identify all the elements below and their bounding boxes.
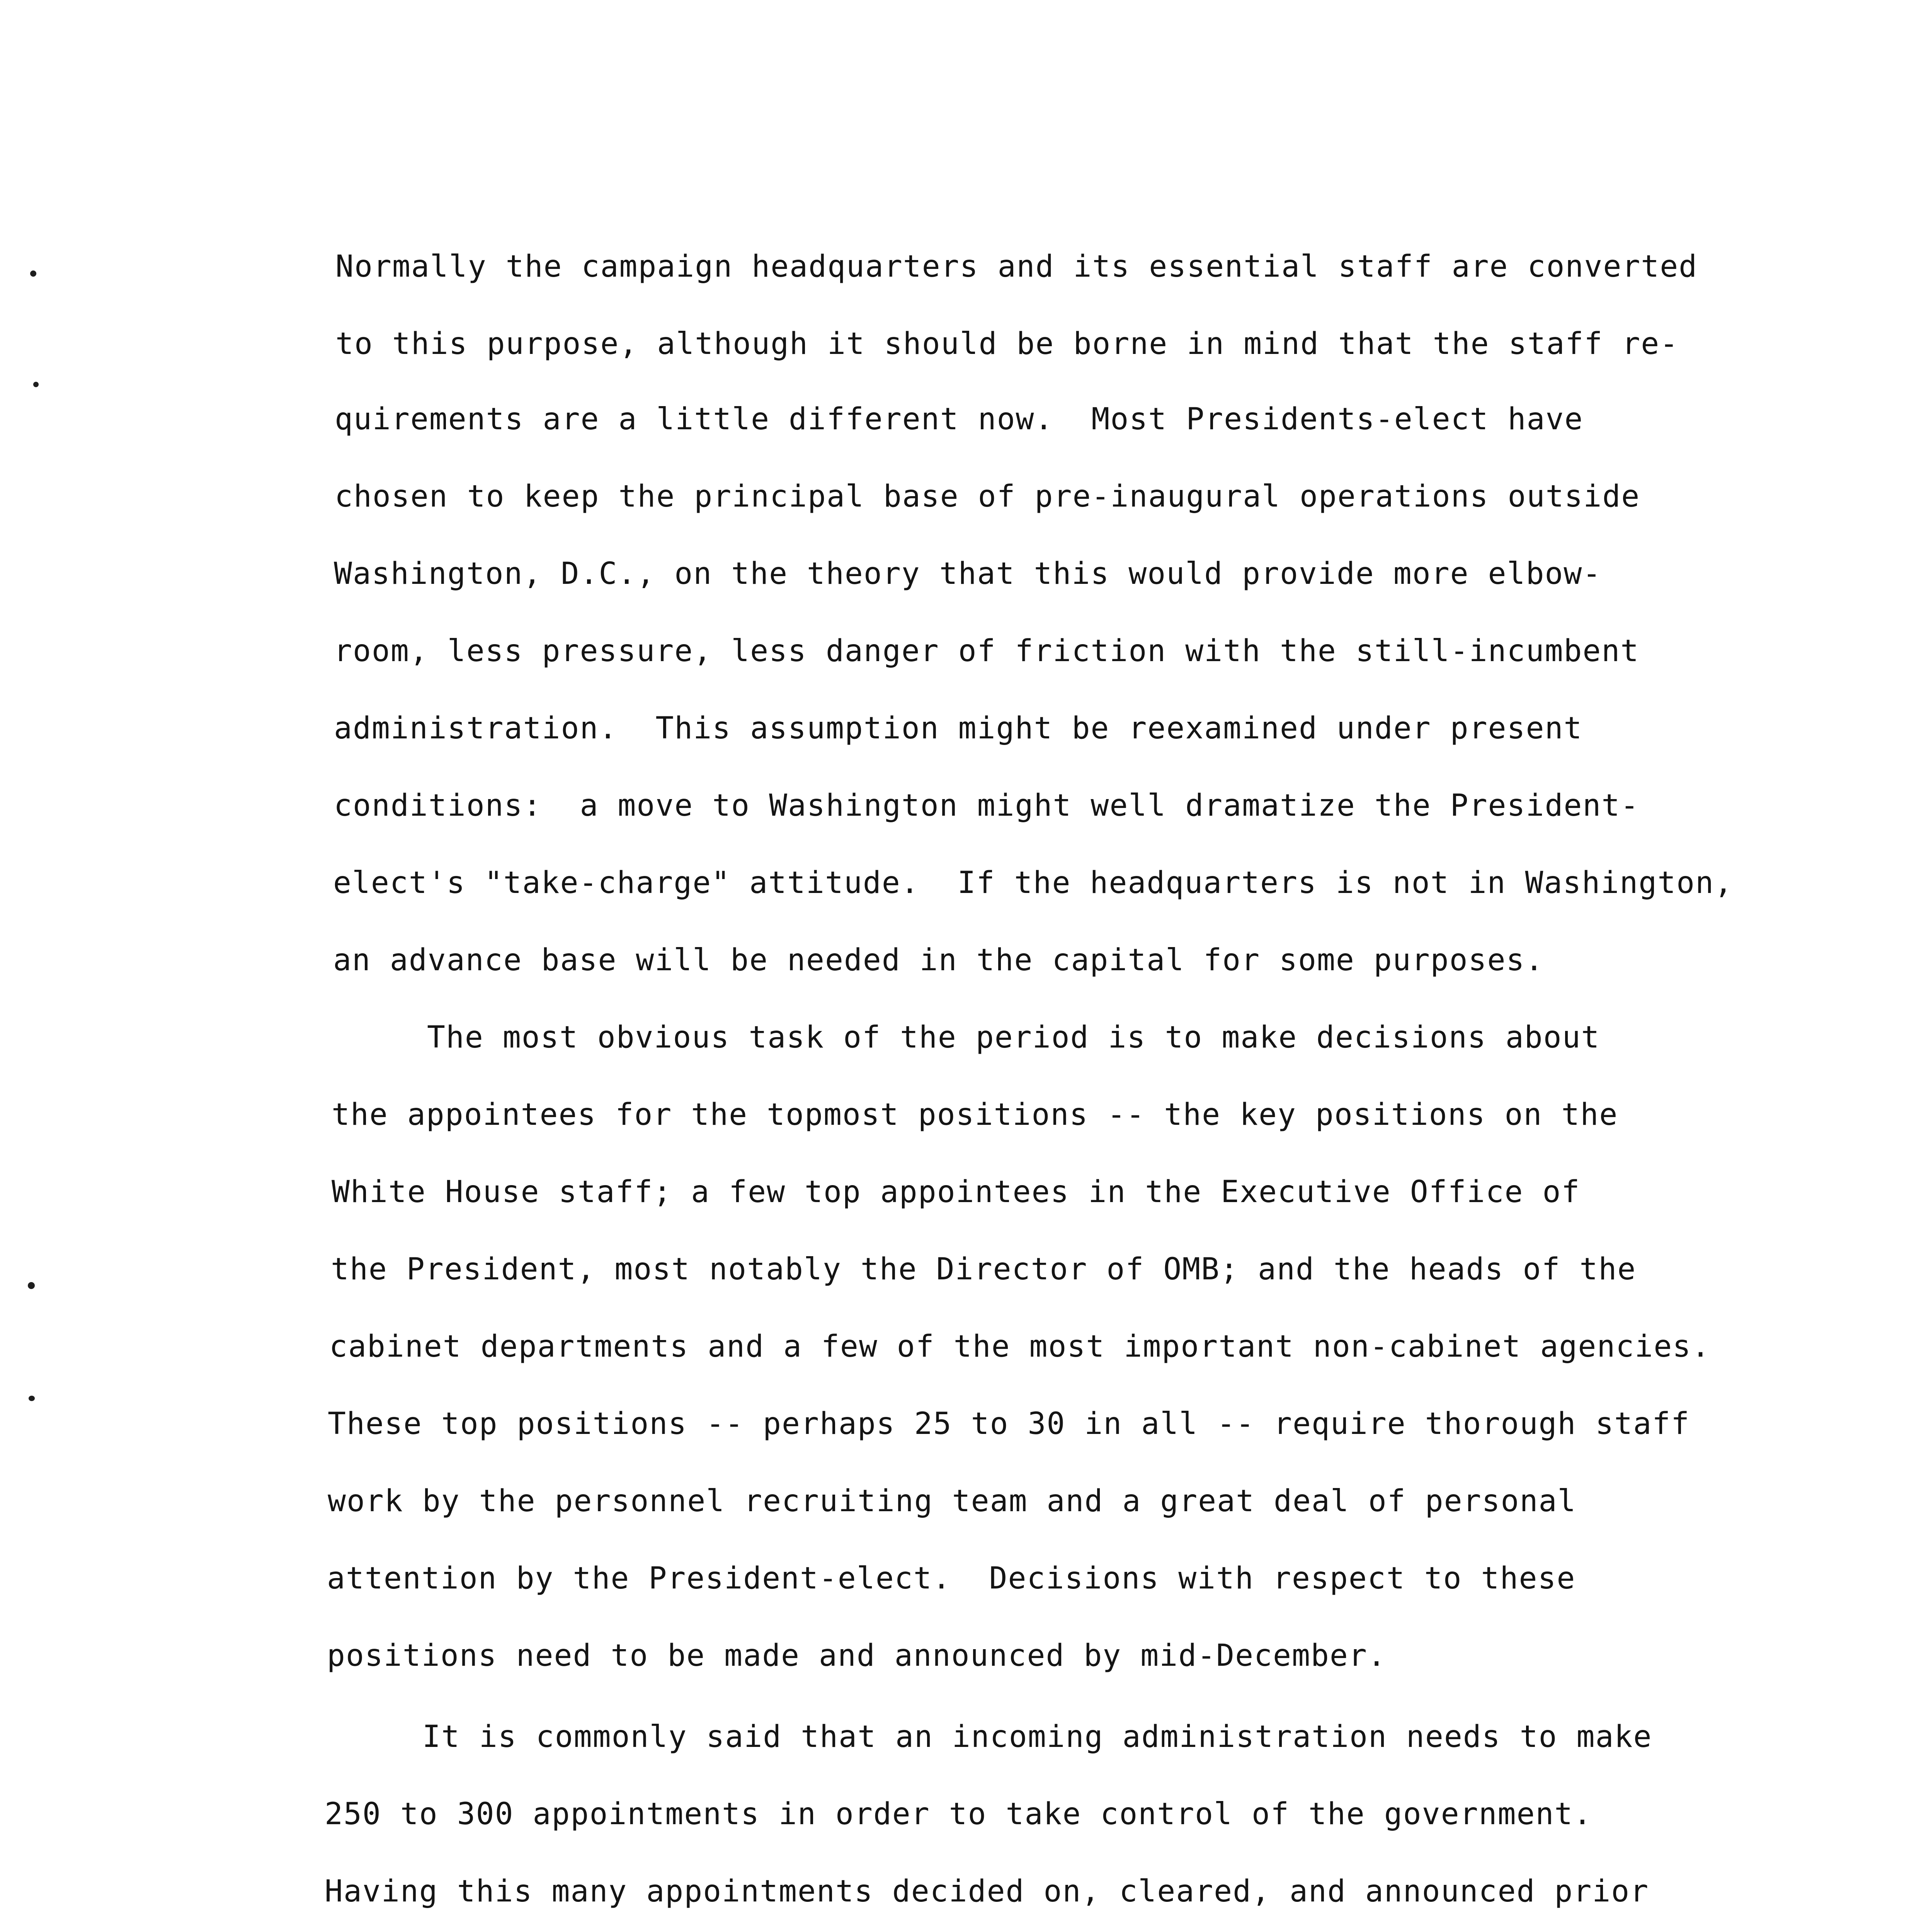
scan-mark xyxy=(30,270,36,277)
text-line: The most obvious task of the period is to make decisions about xyxy=(427,1020,1600,1055)
text-line: White House staff; a few top appointees in the Executive Office of xyxy=(332,1175,1581,1209)
scan-mark xyxy=(33,382,39,387)
text-line: the President, most notably the Director of OMB; and the heads of the xyxy=(331,1252,1637,1287)
scan-mark xyxy=(29,1396,35,1401)
text-line: Having this many appointments decided on, cleared, and announced prior xyxy=(325,1874,1649,1909)
text-line: room, less pressure, less danger of friction with the still-incumbent xyxy=(334,634,1640,668)
text-line: quirements are a little different now. Most Presidents-elect have xyxy=(335,402,1584,437)
text-line: conditions: a move to Washington might well dramatize the President- xyxy=(334,788,1640,823)
text-line: to this purpose, although it should be borne in mind that the staff re- xyxy=(335,327,1679,361)
scan-mark xyxy=(28,1282,35,1289)
text-line: attention by the President-elect. Decisions with respect to these xyxy=(327,1561,1576,1596)
text-line: administration. This assumption might be reexamined under present xyxy=(334,711,1583,746)
text-line: positions need to be made and announced by mid-December. xyxy=(327,1638,1387,1673)
text-line: These top positions -- perhaps 25 to 30 in all -- require thorough staff xyxy=(328,1406,1690,1441)
text-line: chosen to keep the principal base of pre-inaugural operations outside xyxy=(335,479,1640,514)
text-line: Washington, D.C., on the theory that this would provide more elbow- xyxy=(334,556,1602,591)
text-line: the appointees for the topmost positions -- the key positions on the xyxy=(332,1097,1618,1132)
text-line: It is commonly said that an incoming administration needs to make xyxy=(422,1719,1652,1754)
text-line: cabinet departments and a few of the most important non-cabinet agencies. xyxy=(329,1329,1711,1364)
text-line: work by the personnel recruiting team and a great deal of personal xyxy=(328,1484,1577,1519)
text-line: Normally the campaign headquarters and its essential staff are converted xyxy=(335,249,1698,284)
text-line: an advance base will be needed in the capital for some purposes. xyxy=(333,943,1544,978)
text-line: 250 to 300 appointments in order to take control of the government. xyxy=(325,1797,1593,1832)
text-line: elect's "take-charge" attitude. If the headquarters is not in Washington, xyxy=(333,866,1734,900)
